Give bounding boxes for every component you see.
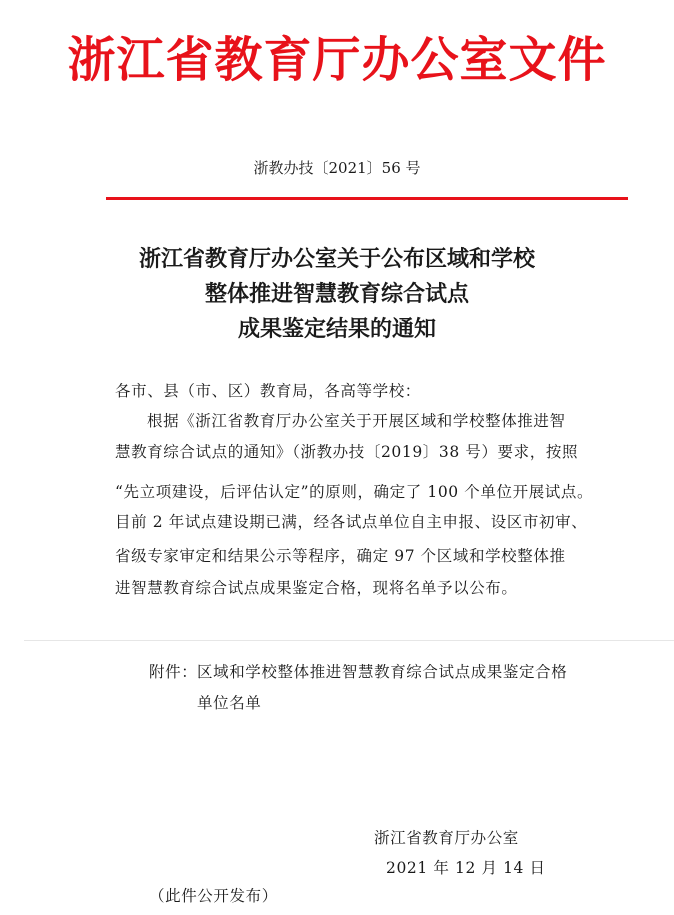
page-break-line xyxy=(24,640,674,641)
body-line-4: 目前 2 年试点建设期已满，经各试点单位自主申报、设区市初审、 xyxy=(115,513,588,531)
notice-title-line-3: 成果鉴定结果的通知 xyxy=(237,316,436,342)
document-header-title: 浙江省教育厅办公室文件 xyxy=(67,32,607,88)
body-line-6: 进智慧教育综合试点成果鉴定合格，现将名单予以公布。 xyxy=(115,579,518,597)
attachment-title-line-1: 区域和学校整体推进智慧教育综合试点成果鉴定合格 xyxy=(197,663,568,681)
issue-date: 2021 年 12 月 14 日 xyxy=(386,859,546,877)
body-line-3: “先立项建设，后评估认定”的原则，确定了 100 个单位开展试点。 xyxy=(115,483,594,501)
header-red-divider xyxy=(106,197,628,200)
issuer-signature: 浙江省教育厅办公室 xyxy=(374,829,519,847)
body-line-5: 省级专家审定和结果公示等程序，确定 97 个区域和学校整体推 xyxy=(115,547,566,565)
attachment-label: 附件： xyxy=(149,663,198,681)
document-number: 浙教办技〔2021〕56 号 xyxy=(253,159,421,177)
notice-title-line-2: 整体推进智慧教育综合试点 xyxy=(204,281,469,307)
notice-title-line-1: 浙江省教育厅办公室关于公布区域和学校 xyxy=(138,246,535,272)
body-line-2: 慧教育综合试点的通知》（浙教办技〔2019〕38 号）要求，按照 xyxy=(115,443,579,461)
disclosure-note: （此件公开发布） xyxy=(149,887,278,905)
attachment-title-line-2: 单位名单 xyxy=(197,694,262,712)
body-line-1: 根据《浙江省教育厅办公室关于开展区域和学校整体推进智 xyxy=(147,412,566,430)
salutation: 各市、县（市、区）教育局，各高等学校： xyxy=(115,382,421,400)
